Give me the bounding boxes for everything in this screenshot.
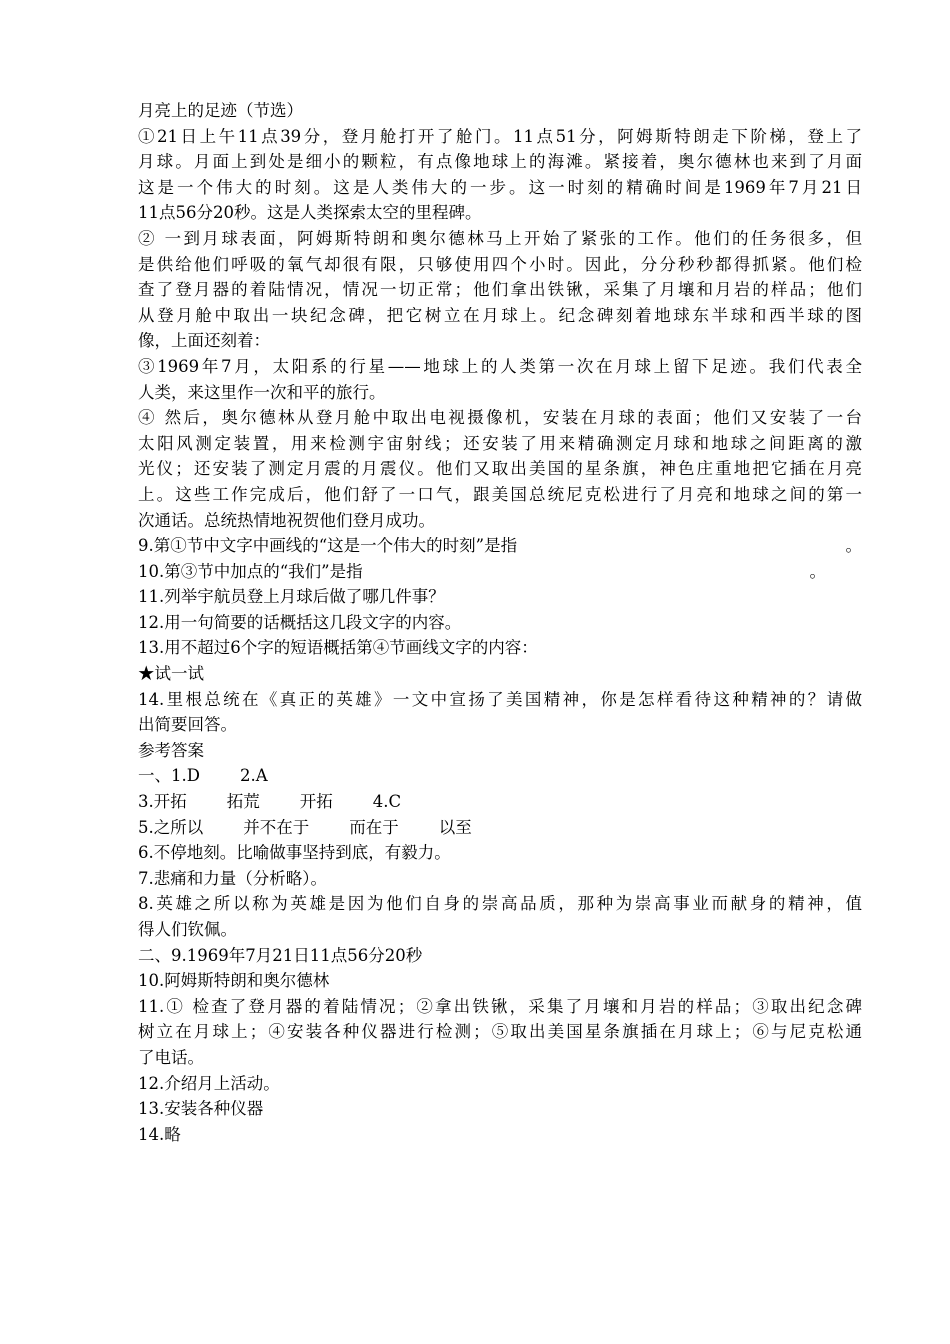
question-text: 9.第①节中文字中画线的“这是一个伟大的时刻”是指: [138, 536, 518, 556]
passage-line: 从登月舱中取出一块纪念碑，把它树立在月球上。纪念碑刻着地球东半球和西半球的图: [138, 305, 862, 325]
passage-line: 太阳风测定装置，用来检测宇宙射线；还安装了用来精确测定月球和地球之间距离的激: [138, 433, 862, 453]
answer-item: 拓荒: [226, 792, 260, 812]
passage-line: ③1969年7月，太阳系的行星——地球上的人类第一次在月球上留下足迹。我们代表全: [138, 356, 862, 376]
answer-item: 以至: [438, 817, 472, 837]
answer-1-2: [138, 763, 862, 789]
answer-b9: 二、9.1969年7月21日11点56分20秒: [138, 945, 423, 965]
passage-paragraph-1: [138, 124, 862, 226]
passage-line: 上。这些工作完成后，他们舒了一口气，跟美国总统尼克松进行了月亮和地球之间的第一: [138, 484, 862, 504]
passage-line: ② 一到月球表面，阿姆斯特朗和奥尔德林马上开始了紧张的工作。他们的任务很多，但: [138, 228, 862, 248]
passage-line: 次通话。总统热情地祝贺他们登月成功。: [138, 510, 435, 530]
passage-line: 是供给他们呼吸的氧气却很有限，只够使用四个小时。因此，分分秒秒都得抓紧。他们检: [138, 254, 862, 274]
passage-line: 光仪；还安装了测定月震的月震仪。他们又取出美国的星条旗，神色庄重地把它插在月亮: [138, 459, 862, 479]
answer-b10: 10.阿姆斯特朗和奥尔德林: [138, 971, 330, 991]
answer-5: [138, 815, 862, 841]
answer-8-line: 8.英雄之所以称为英雄是因为他们自身的崇高品质，那种为崇高事业而献身的精神，值: [138, 894, 862, 914]
passage-line: 这是一个伟大的时刻。这是人类伟大的一步。这一时刻的精确时间是1969年7月21日: [138, 177, 862, 197]
question-14-line: 14.里根总统在《真正的英雄》一文中宣扬了美国精神，你是怎样看待这种精神的？请做: [138, 689, 862, 709]
answer-b13: 13.安装各种仪器: [138, 1099, 264, 1119]
answers-heading: 参考答案: [138, 740, 204, 760]
trial-heading: ★试一试: [138, 664, 204, 684]
answer-item: 一、1.D: [138, 766, 200, 786]
answer-item: 2.A: [239, 766, 268, 786]
answer-item: 4.C: [372, 792, 402, 812]
answer-item: 并不在于: [243, 817, 310, 837]
answer-8-line: 得人们钦佩。: [138, 920, 237, 939]
question-10: [138, 559, 862, 585]
passage-paragraph-4: [138, 405, 862, 533]
answer-b11-line: 树立在月球上；④安装各种仪器进行检测；⑤取出美国星条旗插在月球上；⑥与尼克松通: [138, 1022, 862, 1042]
document-page: [138, 98, 862, 1147]
question-end-mark: 。: [845, 536, 862, 556]
passage-paragraph-2: [138, 226, 862, 354]
question-9: [138, 533, 862, 559]
passage-line: 11点56分20秒。这是人类探索太空的里程碑。: [138, 203, 482, 223]
document-title: 月亮上的足迹（节选）: [138, 101, 303, 120]
passage-line: 月球。月面上到处是细小的颗粒，有点像地球上的海滩。紧接着，奥尔德林也来到了月面: [138, 152, 862, 172]
answer-item: 开拓: [299, 792, 333, 812]
question-text: 10.第③节中加点的“我们”是指: [138, 561, 363, 581]
answer-b14: 14.略: [138, 1124, 181, 1144]
passage-line: 像，上面还刻着：: [138, 331, 270, 351]
answer-b12: 12.介绍月上活动。: [138, 1073, 280, 1093]
passage-line: ④ 然后，奥尔德林从登月舱中取出电视摄像机，安装在月球的表面；他们又安装了一台: [138, 408, 862, 428]
question-13: 13.用不超过6个字的短语概括第④节画线文字的内容：: [138, 638, 538, 658]
passage-line: ①21日上午11点39分，登月舱打开了舱门。11点51分，阿姆斯特朗走下阶梯，登上了: [138, 126, 862, 146]
answer-b11-line: 了电话。: [138, 1047, 204, 1067]
answer-item: 3.开拓: [138, 792, 187, 812]
answer-7: 7.悲痛和力量（分析略）。: [138, 868, 327, 888]
answer-6: 6.不停地刻。比喻做事坚持到底，有毅力。: [138, 843, 451, 863]
answer-3-4: [138, 789, 862, 815]
passage-paragraph-3: [138, 354, 862, 405]
answer-item: 5.之所以: [138, 817, 204, 837]
question-end-mark: 。: [809, 561, 826, 581]
question-11: 11.列举宇航员登上月球后做了哪几件事？: [138, 587, 445, 607]
question-14-line: 出简要回答。: [138, 715, 237, 735]
answer-item: 而在于: [349, 817, 399, 837]
passage-line: 查了登月器的着陆情况，情况一切正常；他们拿出铁锹，采集了月壤和月岩的样品；他们: [138, 280, 862, 300]
question-12: 12.用一句简要的话概括这几段文字的内容。: [138, 612, 462, 632]
answer-b11-line: 11.① 检查了登月器的着陆情况；②拿出铁锹，采集了月壤和月岩的样品；③取出纪念碑: [138, 996, 862, 1016]
passage-line: 人类，来这里作一次和平的旅行。: [138, 382, 386, 402]
